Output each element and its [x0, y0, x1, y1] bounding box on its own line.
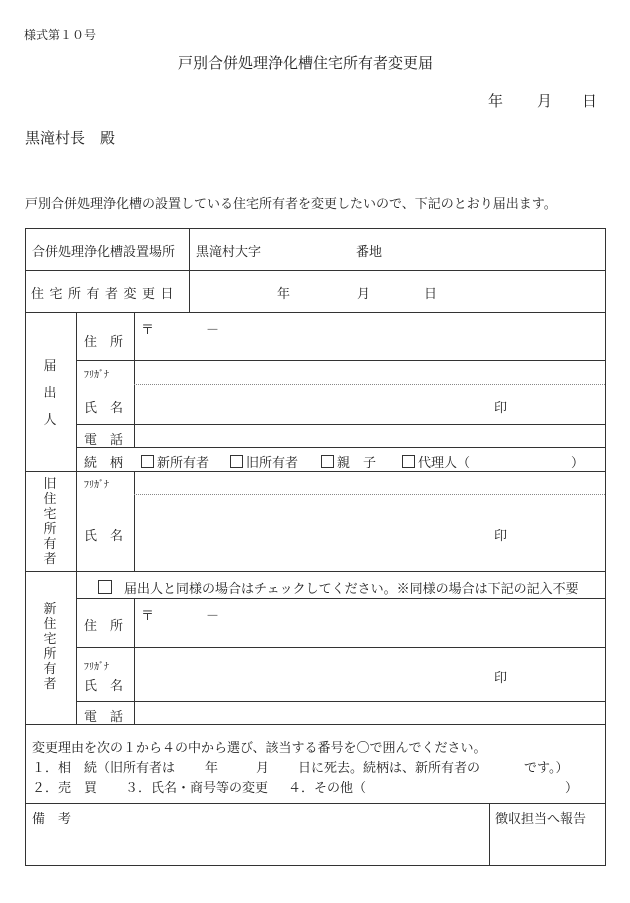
- reason-item-1[interactable]: １．相 続（旧所有者は: [32, 761, 176, 776]
- relation-agent-input[interactable]: [488, 450, 568, 468]
- new-owner-address-label: 住 所: [84, 619, 124, 634]
- relation-option-new-owner[interactable]: 新所有者: [141, 452, 209, 471]
- applicant-address-label: 住 所: [84, 335, 124, 350]
- form-number: 様式第１０号: [24, 28, 97, 42]
- change-date-input[interactable]: [196, 274, 602, 308]
- old-owner-furigana-input[interactable]: [138, 474, 602, 492]
- applicant-furigana-input[interactable]: [138, 363, 602, 382]
- reason-item-2[interactable]: ２．売 買: [32, 781, 98, 796]
- date-month: 月: [537, 92, 553, 110]
- new-owner-postal-dash: －: [206, 609, 220, 624]
- applicant-postal-mark: 〒: [141, 323, 155, 338]
- addressee-honorific: 殿: [100, 129, 116, 147]
- new-owner-address-input[interactable]: [138, 602, 602, 644]
- applicant-address-input[interactable]: [138, 316, 602, 357]
- applicant-postal-dash: －: [206, 323, 220, 338]
- reason-1-day-text: 日に死去。続柄は、新所有者の: [298, 761, 481, 776]
- applicant-furigana-label: ﾌﾘｶﾞﾅ: [84, 370, 109, 381]
- change-date-month: 月: [357, 287, 371, 302]
- applicant-relation-label: 続 柄: [84, 456, 124, 471]
- checkbox-icon: [141, 455, 154, 468]
- reason-other-input[interactable]: [380, 775, 560, 793]
- date-day: 日: [582, 92, 598, 110]
- applicant-phone-label: 電 話: [84, 433, 124, 448]
- same-as-applicant-checkbox[interactable]: 届出人と同様の場合はチェックしてください。※同様の場合は下記の記入不要: [98, 578, 579, 597]
- reason-1-month: 月: [256, 761, 270, 776]
- new-owner-furigana-label: ﾌﾘｶﾞﾅ: [84, 662, 109, 673]
- applicant-seal: 印: [494, 401, 508, 416]
- remarks-label: 備 考: [32, 812, 72, 827]
- new-owner-postal-mark: 〒: [141, 609, 155, 624]
- applicant-name-label: 氏 名: [84, 401, 124, 416]
- reason-instruction: 変更理由を次の１から４の中から選び、該当する番号を〇で囲んでください。: [32, 741, 487, 756]
- change-date-label: 住宅所有者変更日: [31, 287, 180, 302]
- applicant-group-label: 届出人: [43, 359, 57, 428]
- new-owner-name-input[interactable]: [138, 651, 478, 698]
- new-owner-group-label: 新住宅所有者: [43, 602, 57, 692]
- checkbox-icon: [230, 455, 243, 468]
- old-owner-name-label: 氏 名: [84, 529, 124, 544]
- reason-1-year: 年: [205, 761, 219, 776]
- checkbox-icon: [402, 455, 415, 468]
- old-owner-group-label: 旧住宅所有者: [43, 477, 57, 567]
- location-village-input[interactable]: [270, 232, 352, 266]
- relation-close-paren: ）: [571, 456, 585, 471]
- location-prefix: 黒滝村大字: [196, 245, 262, 260]
- page-title: 戸別合併処理浄化槽住宅所有者変更届: [178, 54, 434, 72]
- applicant-phone-input[interactable]: [138, 427, 602, 445]
- reason-item-3[interactable]: ３．氏名・商号等の変更: [125, 781, 269, 796]
- location-suffix: 番地: [356, 245, 383, 260]
- change-date-year: 年: [277, 287, 291, 302]
- addressee-name: 黒滝村長: [25, 129, 86, 147]
- location-number-input[interactable]: [384, 232, 602, 266]
- reason-1-end: です。）: [524, 761, 569, 776]
- relation-option-old-owner[interactable]: 旧所有者: [230, 452, 298, 471]
- new-owner-seal: 印: [494, 671, 508, 686]
- reason-item-4[interactable]: ４．その他（: [288, 781, 367, 796]
- date-year: 年: [488, 92, 504, 110]
- relation-option-parent-child[interactable]: 親 子: [321, 452, 376, 471]
- checkbox-icon: [321, 455, 334, 468]
- new-owner-phone-label: 電 話: [84, 710, 124, 725]
- location-label: 合併処理浄化槽設置場所: [32, 245, 176, 260]
- report-label: 徴収担当へ報告: [495, 812, 587, 827]
- change-date-day: 日: [424, 287, 438, 302]
- applicant-name-input[interactable]: [138, 388, 478, 421]
- old-owner-furigana-label: ﾌﾘｶﾞﾅ: [84, 480, 109, 491]
- new-owner-name-label: 氏 名: [84, 679, 124, 694]
- remarks-input[interactable]: [30, 826, 484, 862]
- reason-4-close: ）: [565, 781, 579, 796]
- old-owner-name-input[interactable]: [138, 498, 478, 568]
- new-owner-phone-input[interactable]: [138, 704, 602, 722]
- old-owner-seal: 印: [494, 529, 508, 544]
- relation-option-agent[interactable]: 代理人（: [402, 452, 470, 471]
- checkbox-icon: [98, 580, 112, 594]
- intro-text: 戸別合併処理浄化槽の設置している住宅所有者を変更したいので、下記のとおり届出ます。: [25, 197, 557, 212]
